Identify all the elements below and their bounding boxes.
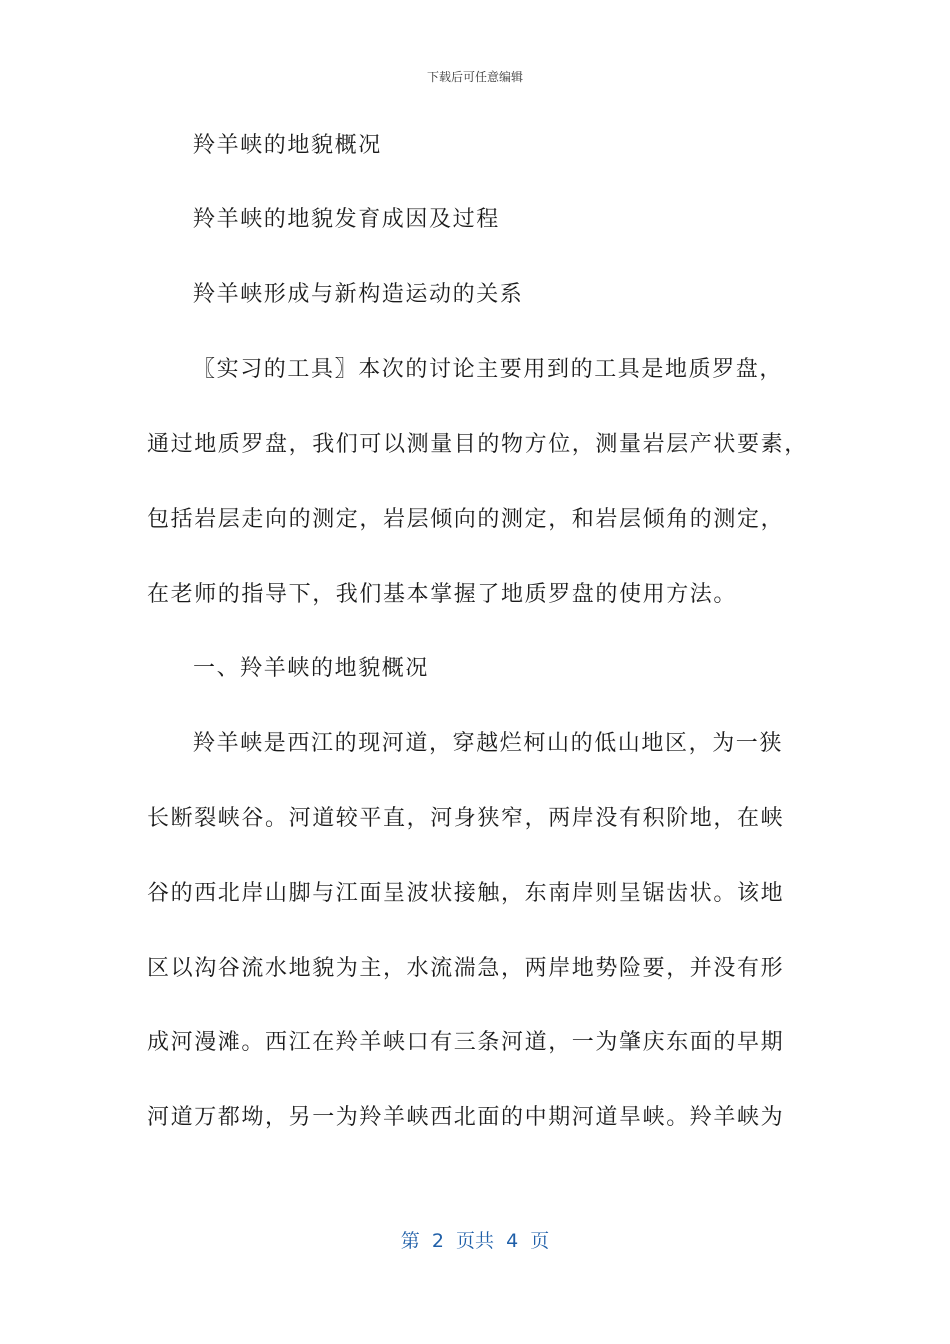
- text-line: 羚羊峡形成与新构造运动的关系: [193, 282, 524, 307]
- text-line: 羚羊峡是西江的现河道，穿越烂柯山的低山地区，为一狭: [193, 731, 784, 756]
- text-line: 羚羊峡的地貌发育成因及过程: [193, 207, 500, 232]
- text-line: 河道万都坳，另一为羚羊峡西北面的中期河道旱峡。羚羊峡为: [147, 1105, 785, 1130]
- header-note: 下载后可任意编辑: [426, 70, 523, 84]
- text-line: 通过地质罗盘，我们可以测量目的物方位，测量岩层产状要素，: [147, 432, 808, 457]
- text-line: 谷的西北岸山脚与江面呈波状接触，东南岸则呈锯齿状。该地: [147, 881, 785, 906]
- page-number-footer: 第 2 页共 4 页: [400, 1230, 550, 1252]
- text-line: 包括岩层走向的测定，岩层倾向的测定，和岩层倾角的测定，: [147, 507, 785, 532]
- section-heading: 一、羚羊峡的地貌概况: [193, 656, 430, 681]
- text-line: 在老师的指导下，我们基本掌握了地质罗盘的使用方法。: [147, 582, 738, 607]
- text-line: 区以沟谷流水地貌为主，水流湍急，两岸地势险要，并没有形: [147, 956, 785, 981]
- text-line: 成河漫滩。西江在羚羊峡口有三条河道，一为肇庆东面的早期: [147, 1030, 785, 1055]
- text-line: 长断裂峡谷。河道较平直，河身狭窄，两岸没有积阶地，在峡: [147, 806, 785, 831]
- text-line: 羚羊峡的地貌概况: [193, 133, 382, 158]
- text-line: 〖实习的工具〗本次的讨论主要用到的工具是地质罗盘，: [193, 357, 784, 382]
